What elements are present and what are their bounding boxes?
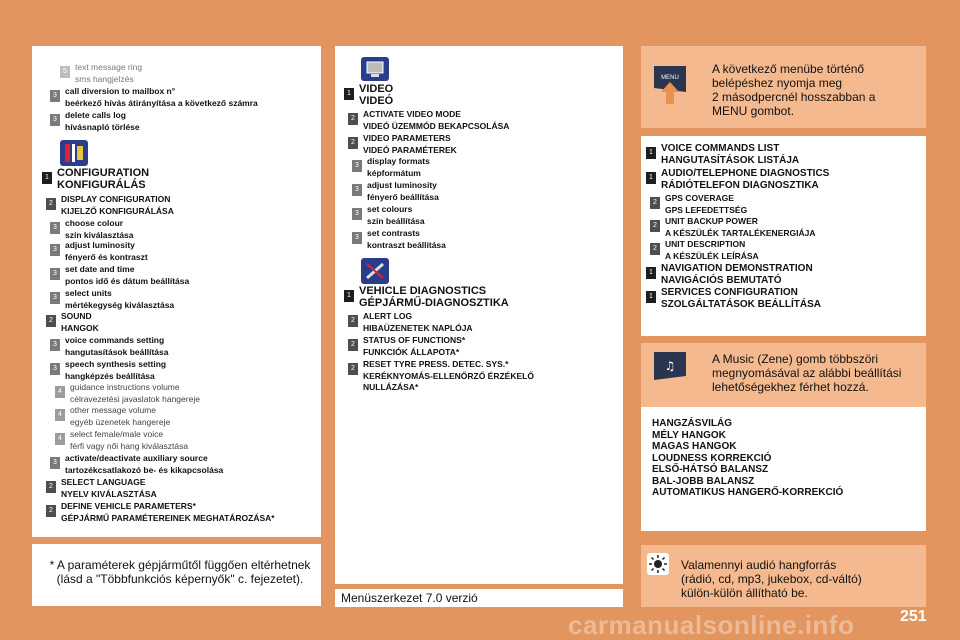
- info-line: MENU gombot.: [712, 104, 795, 118]
- item-label: STATUS OF FUNCTIONS*: [363, 335, 466, 345]
- item-label: NAVIGÁCIÓS BEMUTATÓ: [661, 274, 782, 286]
- level-badge: 1: [344, 88, 354, 100]
- item-label: GPS COVERAGE: [665, 193, 734, 203]
- music-button-icon: [650, 350, 690, 390]
- music-setting: HANGZÁSVILÁG: [652, 418, 732, 429]
- item-label: NULLÁZÁSA*: [363, 382, 419, 392]
- item-label: szín kiválasztása: [65, 229, 134, 240]
- level-badge: 3: [50, 268, 60, 280]
- item-label: RÁDIÓTELEFON DIAGNOSZTIKA: [661, 179, 819, 191]
- menu-item: [50, 453, 223, 476]
- menu-item: [50, 110, 140, 133]
- menu-info-text: [712, 62, 875, 118]
- menu-item: [646, 287, 821, 310]
- info-line: lehetőségekhez férhet hozzá.: [712, 380, 869, 394]
- footnote: [40, 558, 320, 586]
- item-label: CONFIGURATION: [57, 167, 150, 179]
- item-label: A KÉSZÜLÉK TARTALÉKENERGIÁJA: [665, 227, 816, 238]
- menu-item: [46, 501, 275, 524]
- menu-item: [348, 311, 473, 334]
- level-badge: 1: [646, 172, 656, 184]
- item-label: szín beállítása: [367, 215, 425, 226]
- menu-item: [50, 240, 148, 263]
- item-label: pontos idő és dátum beállítása: [65, 275, 190, 286]
- menu-item: [55, 405, 170, 428]
- level-badge: 3: [50, 292, 60, 304]
- menu-item: [42, 168, 149, 191]
- level-badge: 4: [55, 409, 65, 421]
- item-label: text message ring: [75, 62, 143, 72]
- item-label: UNIT BACKUP POWER: [665, 216, 758, 226]
- item-label: HIBAÜZENETEK NAPLÓJA: [363, 322, 473, 333]
- item-label: GÉPJÁRMŰ PARAMÉTEREINEK MEGHATÁROZÁSA*: [61, 512, 275, 523]
- menu-item: [50, 86, 258, 109]
- menu-item: [50, 335, 168, 358]
- info-line: belépéshez nyomja meg: [712, 76, 843, 90]
- menu-item: [352, 180, 439, 203]
- configuration-icon: [60, 140, 88, 166]
- item-label: SOUND: [61, 311, 92, 321]
- level-badge: 1: [646, 267, 656, 279]
- video-icon: [361, 57, 389, 81]
- item-label: select units: [65, 288, 112, 298]
- item-label: GÉPJÁRMŰ-DIAGNOSZTIKA: [359, 296, 509, 309]
- item-label: KIJELZŐ KONFIGURÁLÁSA: [61, 205, 174, 216]
- menu-item: [50, 359, 166, 382]
- item-label: KERÉKNYOMÁS-ELLENŐRZŐ ÉRZÉKELŐ: [363, 370, 534, 381]
- info-line: külön-külön állítható be.: [681, 586, 808, 600]
- level-badge: 2: [46, 315, 56, 327]
- menu-item: [46, 311, 99, 334]
- item-label: hangutasítások beállítása: [65, 346, 169, 357]
- menu-item: [352, 228, 446, 251]
- item-label: call diversion to mailbox n°: [65, 86, 176, 96]
- item-label: KONFIGURÁLÁS: [57, 178, 146, 191]
- menu-item: [646, 263, 813, 286]
- watermark: carmanualsonline.info: [568, 610, 855, 640]
- item-label: képformátum: [367, 167, 421, 178]
- level-badge: 3: [50, 90, 60, 102]
- level-badge: 3: [50, 363, 60, 375]
- menu-item: [352, 204, 425, 227]
- item-label: voice commands setting: [65, 335, 165, 345]
- item-label: SELECT LANGUAGE: [61, 477, 146, 487]
- item-label: delete calls log: [65, 110, 126, 120]
- item-label: kontraszt beállítása: [367, 239, 446, 250]
- level-badge: 5: [60, 66, 70, 78]
- version-label: Menüszerkezet 7.0 verzió: [341, 591, 478, 605]
- item-label: set date and time: [65, 264, 135, 274]
- item-label: activate/deactivate auxiliary source: [65, 453, 208, 463]
- item-label: célravezetési javaslatok hangereje: [70, 393, 200, 404]
- level-badge: 3: [352, 160, 362, 172]
- item-label: sms hangjelzés: [75, 73, 134, 84]
- item-label: adjust luminosity: [65, 240, 135, 250]
- menu-button-label: MENU: [661, 75, 679, 81]
- item-label: egyéb üzenetek hangereje: [70, 416, 171, 427]
- level-badge: 4: [55, 433, 65, 445]
- item-label: A KÉSZÜLÉK LEÍRÁSA: [665, 250, 759, 261]
- item-label: choose colour: [65, 218, 124, 228]
- menu-item: [46, 477, 157, 500]
- level-badge: 2: [46, 481, 56, 493]
- info-line: A Music (Zene) gomb többszöri: [712, 352, 879, 366]
- item-label: UNIT DESCRIPTION: [665, 239, 746, 249]
- level-badge: 3: [352, 184, 362, 196]
- item-label: VIDEÓ: [359, 94, 394, 107]
- music-setting: LOUDNESS KORREKCIÓ: [652, 452, 772, 464]
- level-badge: 2: [650, 220, 660, 232]
- level-badge: 3: [352, 208, 362, 220]
- level-badge: 2: [348, 339, 358, 351]
- level-badge: 3: [50, 339, 60, 351]
- item-label: HANGUTASÍTÁSOK LISTÁJA: [661, 154, 800, 166]
- music-setting: MÉLY HANGOK: [652, 429, 726, 441]
- level-badge: 1: [646, 291, 656, 303]
- item-label: HANGOK: [61, 322, 99, 333]
- menu-item: [646, 143, 799, 166]
- item-label: RESET TYRE PRESS. DETEC. SYS.*: [363, 359, 509, 369]
- music-info-text: [712, 352, 901, 394]
- level-badge: 3: [50, 244, 60, 256]
- menu-item: [50, 218, 134, 241]
- item-label: ALERT LOG: [363, 311, 413, 321]
- menu-item: [55, 429, 188, 452]
- menu-item: [650, 239, 759, 262]
- item-label: guidance instructions volume: [70, 382, 180, 392]
- level-badge: 2: [348, 363, 358, 375]
- music-setting: ELSŐ-HÁTSÓ BALANSZ: [652, 464, 769, 475]
- level-badge: 3: [50, 222, 60, 234]
- item-label: AUDIO/TELEPHONE DIAGNOSTICS: [661, 168, 830, 179]
- menu-item: [348, 133, 457, 156]
- item-label: FUNKCIÓK ÁLLAPOTA*: [363, 346, 460, 357]
- item-label: ACTIVATE VIDEO MODE: [363, 109, 461, 119]
- item-label: other message volume: [70, 405, 156, 415]
- item-label: DEFINE VEHICLE PARAMETERS*: [61, 501, 196, 511]
- menu-item: [50, 288, 174, 311]
- item-label: NAVIGATION DEMONSTRATION: [661, 263, 813, 274]
- item-label: hangképzés beállítása: [65, 370, 155, 381]
- menu-item: [348, 359, 534, 394]
- menu-item: [344, 286, 509, 309]
- footnote-line: * A paraméterek gépjárműtől függően eltérhetnek: [49, 558, 311, 572]
- item-label: VIDEO: [359, 83, 394, 95]
- level-badge: 1: [42, 172, 52, 184]
- menu-item: [650, 216, 816, 239]
- music-setting: MAGAS HANGOK: [652, 441, 737, 452]
- item-label: VEHICLE DIAGNOSTICS: [359, 285, 487, 297]
- info-line: megnyomásával az alábbi beállítási: [712, 366, 902, 380]
- level-badge: 2: [46, 198, 56, 210]
- item-label: SZOLGÁLTATÁSOK BEÁLLÍTÁSA: [661, 298, 821, 310]
- menu-item: [348, 109, 509, 132]
- info-line: 2 másodpercnél hosszabban a: [712, 90, 876, 104]
- menu-item: [50, 264, 189, 287]
- item-label: férfi vagy női hang kiválasztása: [70, 440, 189, 451]
- item-label: VIDEÓ ÜZEMMÓD BEKAPCSOLÁSA: [363, 120, 510, 131]
- item-label: VOICE COMMANDS LIST: [661, 143, 780, 154]
- item-label: SERVICES CONFIGURATION: [661, 287, 798, 298]
- level-badge: 2: [348, 137, 358, 149]
- item-label: speech synthesis setting: [65, 359, 167, 369]
- menu-item: [352, 156, 430, 179]
- menu-item: [348, 335, 465, 358]
- menu-item: [46, 194, 174, 217]
- menu-item: [344, 84, 393, 107]
- menu-item: [650, 193, 747, 216]
- audio-settings-icon: [647, 553, 669, 575]
- info-line: Valamennyi audió hangforrás: [681, 558, 837, 572]
- menu-button-icon: [650, 64, 690, 94]
- footnote-line: (lásd a "Többfunkciós képernyők" c. fejezetet).: [56, 572, 304, 586]
- menu-item: [60, 62, 142, 85]
- item-label: DISPLAY CONFIGURATION: [61, 194, 171, 204]
- info-line: (rádió, cd, mp3, jukebox, cd-váltó): [681, 572, 862, 586]
- music-setting: AUTOMATIKUS HANGERŐ-KORREKCIÓ: [652, 487, 844, 498]
- item-label: hívásnapló törlése: [65, 121, 140, 132]
- menu-item: [646, 168, 829, 191]
- item-label: GPS LEFEDETTSÉG: [665, 204, 748, 215]
- music-setting: BAL-JOBB BALANSZ: [652, 475, 755, 487]
- music-settings-list: [652, 418, 843, 499]
- level-badge: 3: [352, 232, 362, 244]
- item-label: display formats: [367, 156, 430, 166]
- item-label: beérkező hívás átirányítása a következő számra: [65, 97, 258, 108]
- level-badge: 1: [344, 290, 354, 302]
- level-badge: 3: [50, 114, 60, 126]
- level-badge: 2: [650, 243, 660, 255]
- level-badge: 2: [348, 315, 358, 327]
- level-badge: 2: [650, 197, 660, 209]
- audio-info-text: [681, 558, 862, 600]
- item-label: set colours: [367, 204, 413, 214]
- diagnostics-icon: [361, 258, 389, 284]
- item-label: tartozékcsatlakozó be- és kikapcsolása: [65, 464, 224, 475]
- info-line: A következő menübe történő: [712, 62, 865, 76]
- menu-item: [55, 382, 200, 405]
- page-number: 251: [900, 608, 927, 625]
- item-label: set contrasts: [367, 228, 420, 238]
- level-badge: 3: [50, 457, 60, 469]
- item-label: VIDEO PARAMETERS: [363, 133, 451, 143]
- item-label: VIDEÓ PARAMÉTEREK: [363, 144, 457, 155]
- level-badge: 2: [348, 113, 358, 125]
- level-badge: 4: [55, 386, 65, 398]
- level-badge: 2: [46, 505, 56, 517]
- item-label: NYELV KIVÁLASZTÁSA: [61, 488, 157, 499]
- item-label: fényerő beállítása: [367, 191, 439, 202]
- item-label: adjust luminosity: [367, 180, 437, 190]
- item-label: fényerő és kontraszt: [65, 251, 148, 262]
- svg-text:♫: ♫: [664, 359, 676, 373]
- item-label: mértékegység kiválasztása: [65, 299, 175, 310]
- level-badge: 1: [646, 147, 656, 159]
- item-label: select female/male voice: [70, 429, 164, 439]
